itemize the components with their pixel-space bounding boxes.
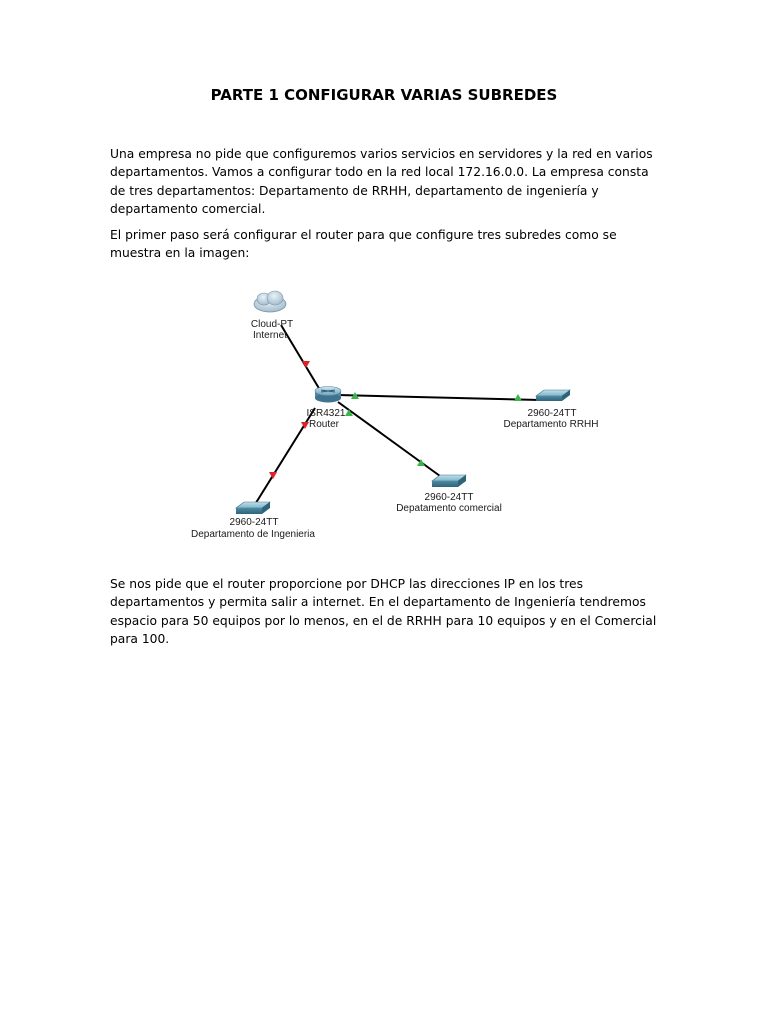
- switch-ingenieria-name-label: Departamento de Ingenieria: [191, 529, 315, 540]
- switch-rrhh-name-label: Departamento RRHH: [503, 419, 599, 430]
- switch-rrhh-model-label: 2960-24TT: [527, 408, 577, 419]
- router-icon[interactable]: [315, 387, 341, 403]
- router-model-label: ISR4321: [306, 408, 346, 419]
- link-router-comercial: [338, 402, 440, 476]
- switch-icon[interactable]: [236, 502, 270, 514]
- intro-paragraph: Una empresa no pide que configuremos varios servicios en servidores y la red en varios departamentos. Vamos a configurar todo en la red local 172.16.0.0. La empresa consta de tres departamentos: Departamento de RRHH, departamento de ingeniería y departamento comercial.: [110, 147, 653, 216]
- network-topology-diagram: [180, 284, 620, 544]
- cloud-icon[interactable]: [254, 291, 286, 312]
- link-status-down-marker: [269, 472, 277, 479]
- cloud-name-label: Internet: [253, 330, 287, 341]
- router-name-label: Router: [308, 419, 340, 430]
- switch-ingenieria-model-label: 2960-24TT: [229, 517, 279, 528]
- dhcp-requirements-paragraph: Se nos pide que el router proporcione por DHCP las direcciones IP en los tres departamentos y permita salir a internet. En el departamento de Ingeniería tendremos espacio para 50 equipos por lo menos, en el de RRHH para 10 equipos y en el Comercial para 100.: [110, 577, 657, 646]
- link-router-rrhh: [338, 395, 540, 400]
- link-status-down-marker: [302, 361, 310, 368]
- cloud-model-label: Cloud-PT: [250, 319, 294, 330]
- first-step-paragraph: El primer paso será configurar el router para que configure tres subredes como se muestra en la imagen:: [110, 228, 617, 261]
- link-status-up-marker: [514, 394, 522, 401]
- switch-comercial-name-label: Depatamento comercial: [396, 503, 502, 514]
- document-title: PARTE 1 CONFIGURAR VARIAS SUBREDES: [210, 86, 558, 104]
- switch-icon[interactable]: [536, 390, 570, 401]
- switch-comercial-model-label: 2960-24TT: [424, 492, 474, 503]
- switch-icon[interactable]: [432, 475, 466, 487]
